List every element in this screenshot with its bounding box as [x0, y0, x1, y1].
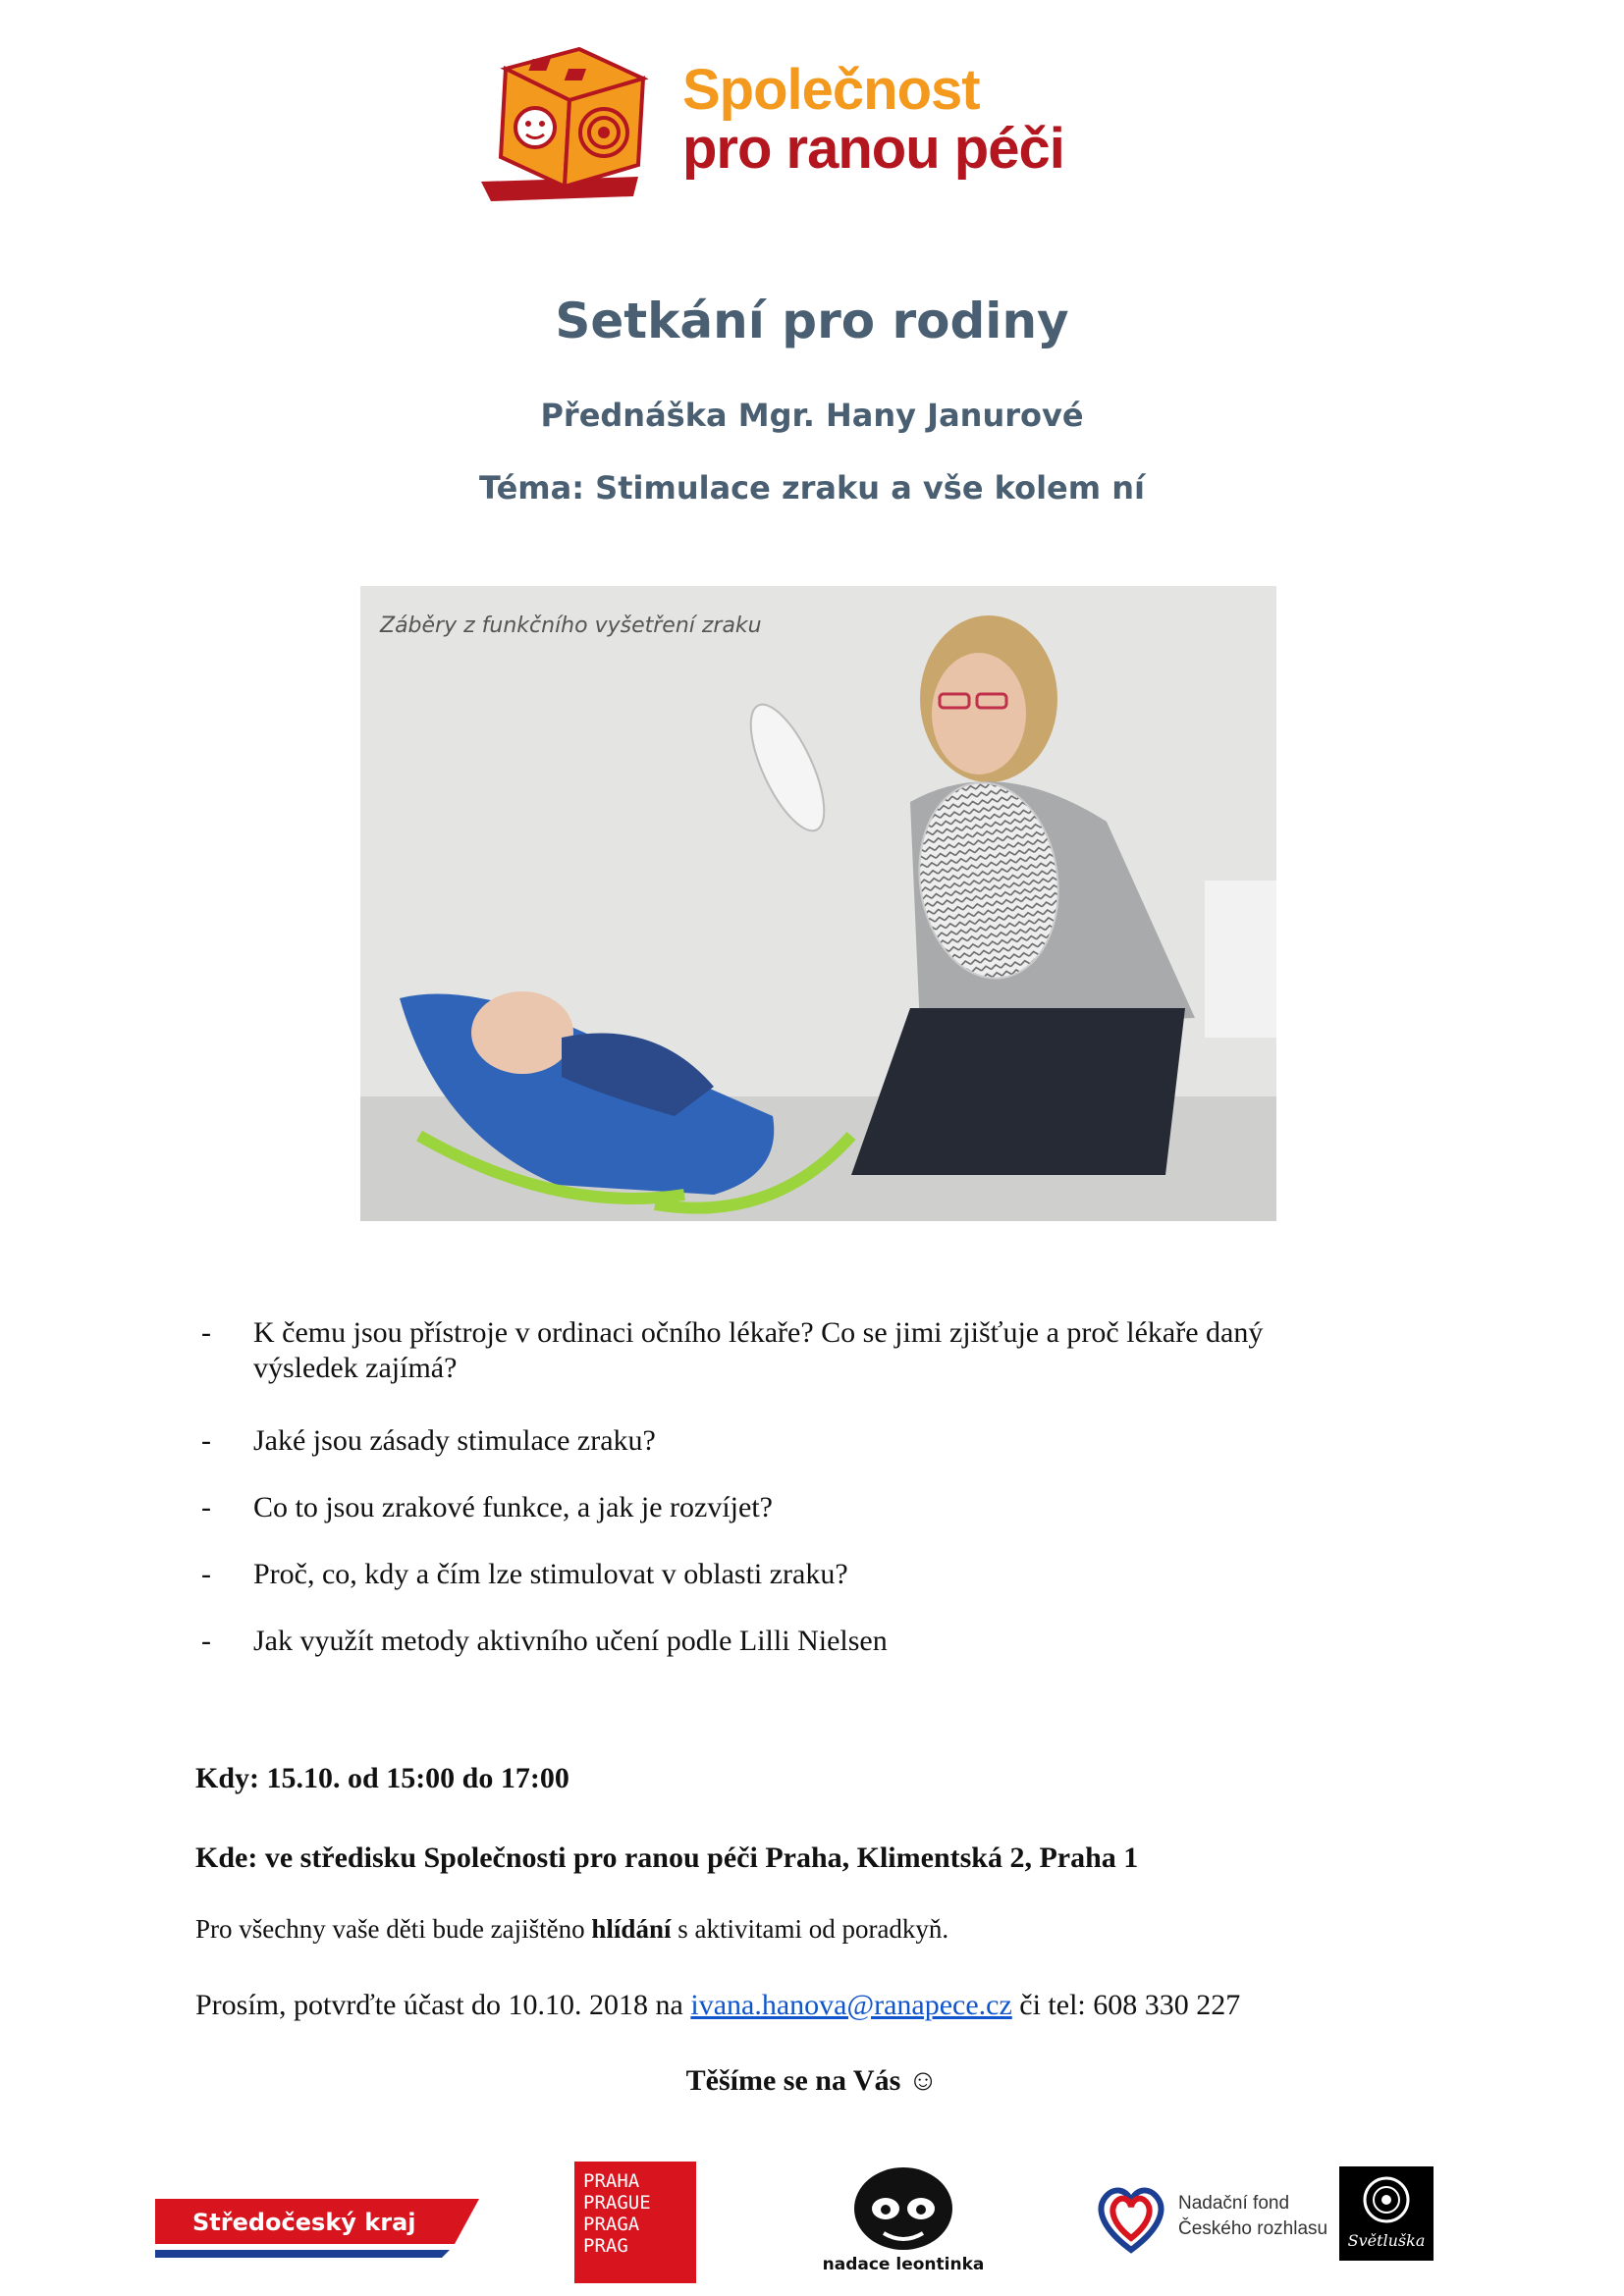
- logo-line2: pro ranou péči: [682, 117, 1064, 181]
- sponsor-rozhlas-line1: Nadační fond: [1178, 2193, 1290, 2214]
- bullet-dash: -: [201, 1625, 211, 1657]
- rsvp-note: [195, 1989, 1240, 2022]
- cube-logo-icon: [471, 39, 668, 206]
- topic-heading: Téma: Stimulace zraku a vše kolem ní: [479, 469, 1145, 507]
- photo-illustration-icon: [360, 586, 1276, 1221]
- leontinka-face-icon: [815, 2164, 992, 2255]
- bullet-dash: -: [201, 1424, 211, 1457]
- sponsor-leontinka-label: nadace leontinka: [822, 2255, 985, 2274]
- event-time: Kdy: 15.10. od 15:00 do 17:00: [195, 1762, 569, 1794]
- list-item-text: Jak využít metody aktivního učení podle Lilli Nielsen: [253, 1625, 888, 1657]
- childcare-bold: hlídání: [591, 1914, 672, 1944]
- logo-line1: Společnost: [682, 58, 980, 122]
- vision-exam-photo: [360, 586, 1276, 1221]
- childcare-note: [195, 1914, 948, 1945]
- childcare-text-suffix: s aktivitami od poradkyň.: [671, 1914, 949, 1944]
- sponsor-praha-label: PRAHA PRAGUE PRAGA PRAG: [583, 2170, 651, 2257]
- sponsor-svetluska-label: Světluška: [1347, 2231, 1426, 2250]
- sponsor-stredocesky-label: Středočeský kraj: [192, 2209, 416, 2236]
- event-location: Kde: ve středisku Společnosti pro ranou péči Praha, Klimentská 2, Praha 1: [195, 1842, 1139, 1874]
- sponsor-svetluska-logo: [1339, 2166, 1434, 2261]
- rsvp-text-prefix: Prosím, potvrďte účast do 10.10. 2018 na: [195, 1989, 691, 2021]
- sponsor-rozhlas-label: [1178, 2191, 1327, 2242]
- sponsor-rozhlas-logo: [1092, 2179, 1337, 2268]
- sponsor-praha-logo: [574, 2162, 696, 2283]
- rsvp-text-suffix: či tel: 608 330 227: [1011, 1989, 1241, 2021]
- sponsor-leontinka-logo: [815, 2164, 992, 2282]
- topic-list: [0, 1315, 1624, 1679]
- email-link[interactable]: ivana.hanova@ranapece.cz: [690, 1989, 1012, 2021]
- bullet-dash: -: [201, 1558, 211, 1590]
- sponsor-stredocesky-kraj-logo: [155, 2199, 479, 2258]
- list-item-text: Jaké jsou zásady stimulace zraku?: [253, 1424, 656, 1457]
- bullet-dash: -: [201, 1491, 211, 1523]
- firefly-swirl-icon: [1339, 2166, 1434, 2231]
- closing-greeting: Těšíme se na Vás ☺: [685, 2064, 939, 2097]
- sponsor-rozhlas-line2: Českého rozhlasu: [1178, 2218, 1328, 2239]
- list-item-text: K čemu jsou přístroje v ordinaci očního lékaře? Co se jimi zjišťuje a proč lékaře daný výsledek zajímá?: [253, 1316, 1264, 1384]
- page-title: Setkání pro rodiny: [555, 293, 1069, 349]
- list-item-text: Co to jsou zrakové funkce, a jak je rozvíjet?: [253, 1491, 773, 1523]
- photo-caption: Záběry z funkčního vyšetření zraku: [380, 614, 762, 638]
- lecturer-heading: Přednáška Mgr. Hany Janurové: [540, 397, 1084, 434]
- organization-logo: [471, 39, 1080, 206]
- bullet-dash: -: [201, 1316, 211, 1349]
- heart-icon: [1092, 2179, 1170, 2258]
- list-item-text: Proč, co, kdy a čím lze stimulovat v oblasti zraku?: [253, 1558, 848, 1590]
- childcare-text-prefix: Pro všechny vaše děti bude zajištěno: [195, 1914, 592, 1944]
